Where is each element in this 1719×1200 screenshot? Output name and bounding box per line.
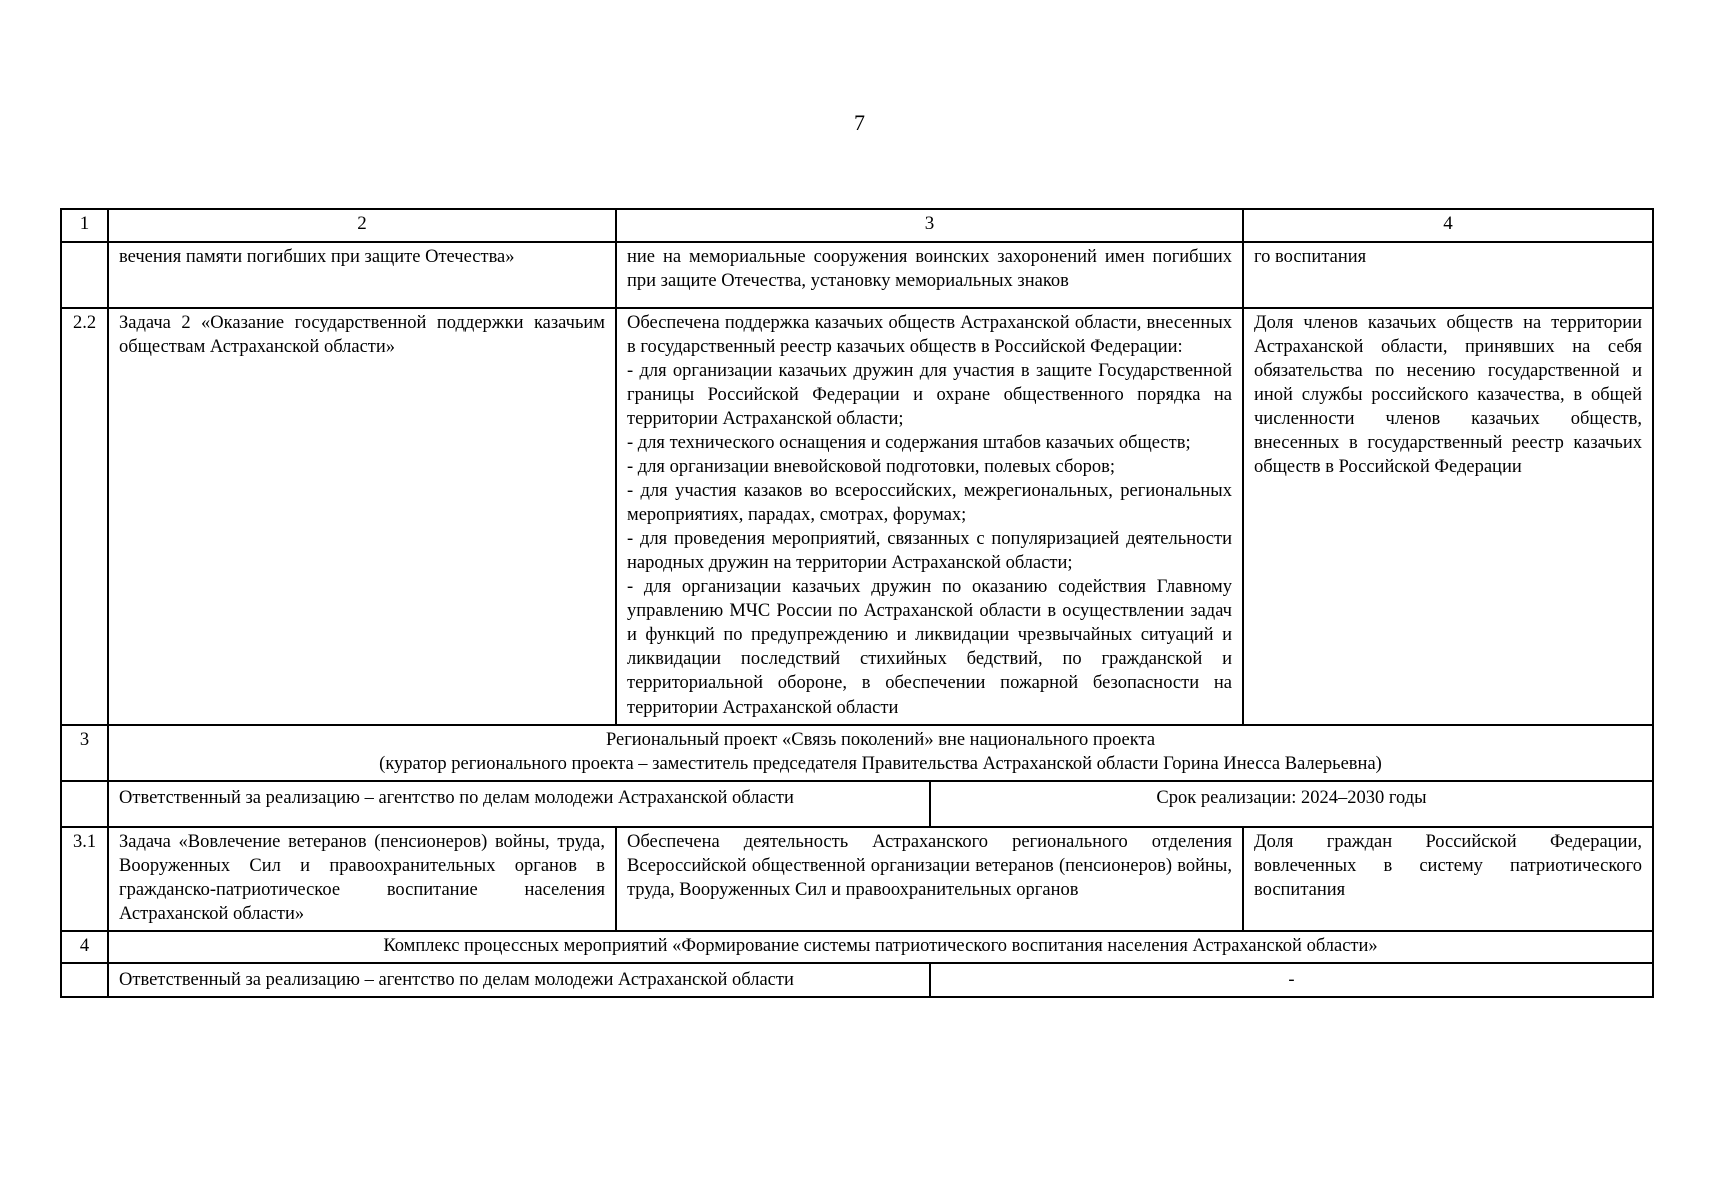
header-cell-2: 2 (108, 209, 616, 242)
responsible-text: Ответственный за реализацию – агентство по делам молодежи Астраханской области (109, 782, 931, 826)
responsible-split (109, 964, 1652, 996)
result-line: - для проведения мероприятий, связанных с популяризацией деятельности народных дружин на территории Астраханской области; (627, 529, 1232, 574)
indicator-cell: го воспитания (1243, 242, 1653, 308)
responsible-split (109, 782, 1652, 826)
result-line: - для организации казачьих дружин для участия в защите Государственной границы Российской Федерации и охране общественного порядка на территории Астраханской области; (627, 360, 1232, 429)
project-curator: (куратор регионального проекта – заместитель председателя Правительства Астраханской области Горина Инесса Валерьевна) (379, 753, 1382, 774)
task-cell: вечения памяти погибших при защите Отечества» (108, 242, 616, 308)
row-number (61, 242, 108, 308)
programme-table (60, 208, 1654, 998)
header-cell-3: 3 (616, 209, 1243, 242)
result-line: - для организации казачьих дружин по оказанию содействия Главному управлению МЧС России по Астраханской области в осуществлении задач и функций по предупреждению и ликвидации чрезвычайных ситуаций и ликвидации последствий стихийных бедствий, по гражданской и территориальной обороне, в обеспечении пожарной безопасности на территории Астраханской области (627, 577, 1232, 718)
table-row-4 (61, 931, 1653, 963)
result-line: - для технического оснащения и содержания штабов казачьих обществ; (627, 433, 1191, 454)
project-title-cell (108, 725, 1653, 781)
table-row-continuation (61, 242, 1653, 308)
responsible-cell (108, 963, 1653, 997)
table-row-4-responsible (61, 963, 1653, 997)
row-number: 3 (61, 725, 108, 781)
result-cell: Обеспечена деятельность Астраханского регионального отделения Всероссийской общественной организации ветеранов (пенсионеров) войны, труда, Вооруженных Сил и правоохранительных органов (616, 827, 1243, 931)
term-text: Срок реализации: 2024–2030 годы (1156, 787, 1427, 808)
indicator-cell: Доля граждан Российской Федерации, вовлеченных в систему патриотического воспитания (1243, 827, 1653, 931)
responsible-text: Ответственный за реализацию – агентство по делам молодежи Астраханской области (109, 964, 931, 996)
complex-title-cell: Комплекс процессных мероприятий «Формирование системы патриотического воспитания населения Астраханской области» (108, 931, 1653, 963)
programme-table-frame (60, 208, 1652, 998)
result-cell (616, 308, 1243, 725)
responsible-cell (108, 781, 1653, 827)
indicator-cell: Доля членов казачьих обществ на территории Астраханской области, принявших на себя обязательства по несению государственной и иной службы российского казачества, в общей численности членов казачьих обществ, внесенных в государственный реестр казачьих обществ в Российской Федерации (1243, 308, 1653, 725)
result-line: - для организации вневойсковой подготовки, полевых сборов; (627, 457, 1116, 478)
row-number: 3.1 (61, 827, 108, 931)
row-number-empty (61, 781, 108, 827)
table-header-row (61, 209, 1653, 242)
table-row-3 (61, 725, 1653, 781)
project-title: Региональный проект «Связь поколений» вне национального проекта (605, 729, 1156, 750)
result-line: - для участия казаков во всероссийских, межрегиональных, региональных мероприятиях, парадах, смотрах, форумах; (627, 481, 1232, 526)
task-cell: Задача 2 «Оказание государственной поддержки казачьим обществам Астраханской области» (108, 308, 616, 725)
row-number-empty (61, 963, 108, 997)
table-row-3-responsible (61, 781, 1653, 827)
table-row-3-1 (61, 827, 1653, 931)
header-cell-1: 1 (61, 209, 108, 242)
table-row-2-2 (61, 308, 1653, 725)
task-cell: Задача «Вовлечение ветеранов (пенсионеров) войны, труда, Вооруженных Сил и правоохранительных органов в гражданско-патриотическое воспитание населения Астраханской области» (108, 827, 616, 931)
header-cell-4: 4 (1243, 209, 1653, 242)
page-number: 7 (854, 110, 865, 135)
result-line: Обеспечена поддержка казачьих обществ Астраханской области, внесенных в государственный реестр казачьих обществ в Российской Федерации: (627, 312, 1232, 357)
row-number: 4 (61, 931, 108, 963)
term-text: - (1288, 969, 1295, 990)
result-cell: ние на мемориальные сооружения воинских захоронений имен погибших при защите Отечества, установку мемориальных знаков (616, 242, 1243, 308)
row-number: 2.2 (61, 308, 108, 725)
